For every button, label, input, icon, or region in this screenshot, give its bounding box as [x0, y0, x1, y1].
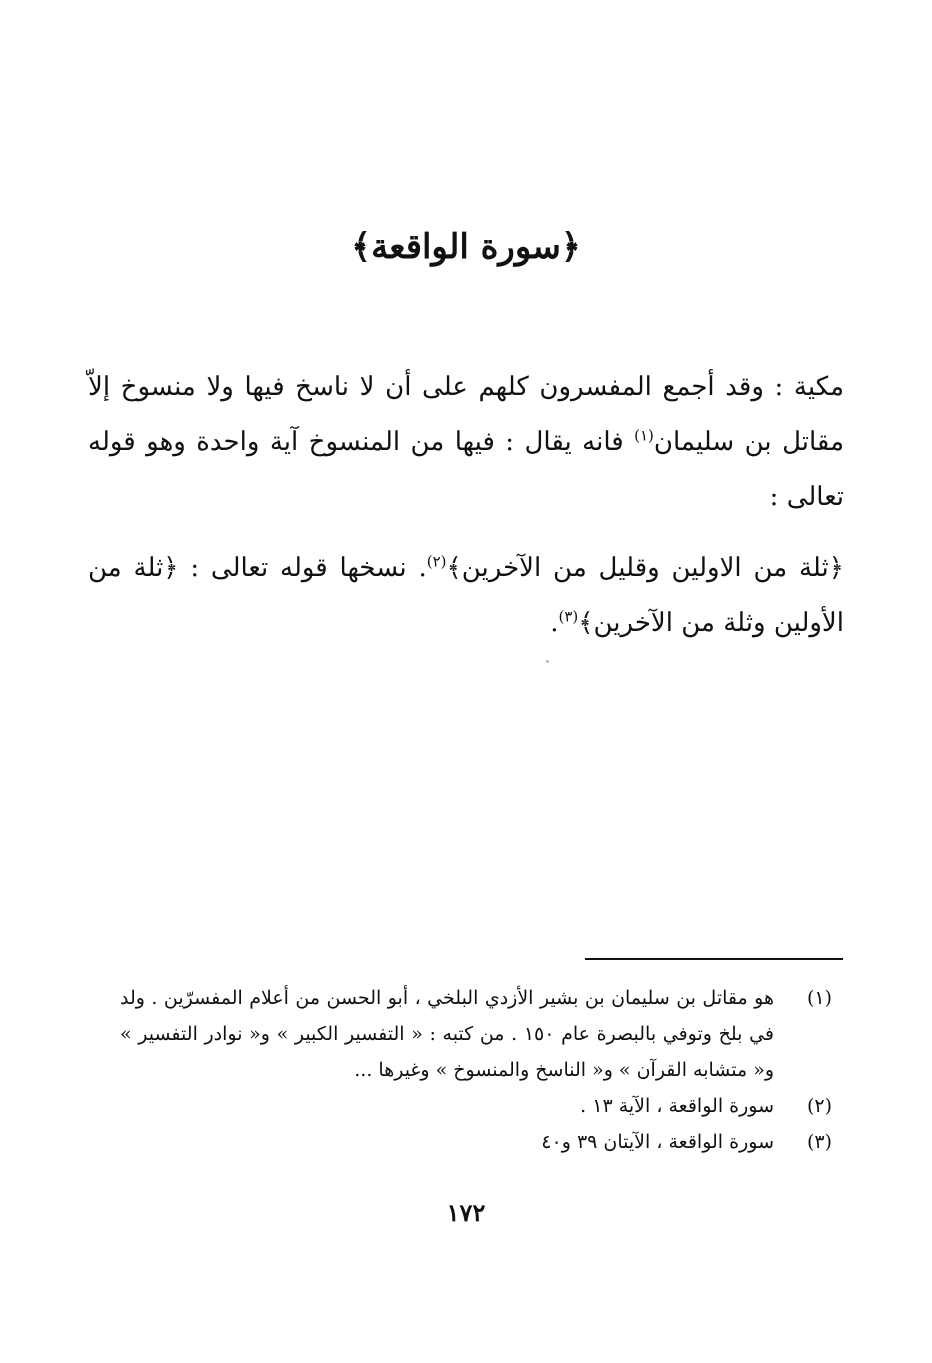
footnote-text: سورة الواقعة ، الآيتان ٣٩ و٤٠: [541, 1131, 774, 1153]
verse-quote: ﴿ثلة من الاولين وقليل من الآخرين﴾: [446, 553, 844, 583]
footnote-item: [120, 1088, 832, 1124]
footnote-text: سورة الواقعة ، الآية ١٣ .: [580, 1095, 774, 1117]
footnote-item: [120, 1124, 832, 1160]
footnote-ref-1: (١): [634, 426, 654, 445]
main-text: [88, 360, 844, 651]
paragraph-verse: [88, 541, 844, 651]
footnote-number: (٣): [806, 1131, 832, 1153]
paragraph-text: . نسخها قوله تعالى : ﴿ثلة من الأولين وثلة من الآخرين﴾: [88, 553, 844, 638]
footnote-ref-3: (٣): [558, 607, 579, 626]
surah-title: ﴿سورة الواقعة﴾: [351, 227, 581, 267]
footnote-number: (١): [806, 987, 832, 1009]
footnote-ref-2: (٢): [426, 552, 447, 571]
footnotes: [120, 980, 832, 1160]
page-number: ١٧٢: [446, 1198, 486, 1227]
footnote-divider: [585, 958, 843, 960]
footnote-number: (٢): [806, 1095, 832, 1117]
paragraph-text: مكية : وقد أجمع المفسرون كلهم على أن لا ناسخ فيها ولا منسوخ إلاّ مقاتل بن سليمان: [88, 372, 844, 457]
footnote-item: [120, 980, 832, 1088]
paragraph-text: فانه يقال : فيها من المنسوخ آية واحدة وهو قوله تعالى :: [88, 427, 844, 512]
paragraph-text: .: [550, 608, 559, 638]
paragraph-introduction: [88, 360, 844, 525]
scan-speck: [546, 660, 549, 663]
footnote-text: هو مقاتل بن سليمان بن بشير الأزدي البلخي ، أبو الحسن من أعلام المفسرّين . ولد في بلخ وتوفي بالبصرة عام ١٥٠ . من كتبه : « التفسير الكبير » و« نوادر التفسير » و« متشابه القرآن » و« الناسخ والمنسوخ » وغيرها ...: [120, 987, 774, 1081]
